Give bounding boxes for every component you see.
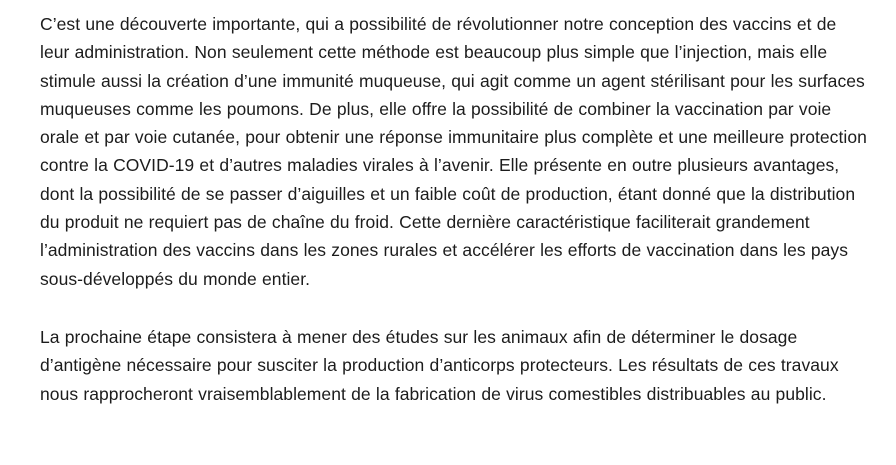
paragraph-2: La prochaine étape consistera à mener des études sur les animaux afin de déterminer le dosage d’antigène nécessaire pour susciter la production d’anticorps protecteurs. Les résultats de ces travaux nous rapprocheront vraisemblablement de la fabrication de virus comestibles distribuables au public.: [40, 326, 839, 404]
paragraph-1: C’est une découverte importante, qui a possibilité de révolutionner notre conception des vaccins et de leur administration. Non seulement cette méthode est beaucoup plus simple que l’injection, mais elle stimule aussi la création d’une immunité muqueuse, qui agit comme un agent stérilisant pour les surfaces muqueuses comme les poumons. De plus, elle offre la possibilité de combiner la vaccination par voie orale et par voie cutanée, pour obtenir une réponse immunitaire plus complète et une meilleure protection contre la COVID-19 et d’autres maladies virales à l’avenir. Elle présente en outre plusieurs avantages, dont la possibilité de se passer d’aiguilles et un faible coût de production, étant donné que la distribution du produit ne requiert pas de chaîne du froid. Cette dernière caractéristique faciliterait grandement l’administration des vaccins dans les zones rurales et accélérer les efforts de vaccination dans les pays sous-développés du monde entier.: [40, 14, 867, 289]
